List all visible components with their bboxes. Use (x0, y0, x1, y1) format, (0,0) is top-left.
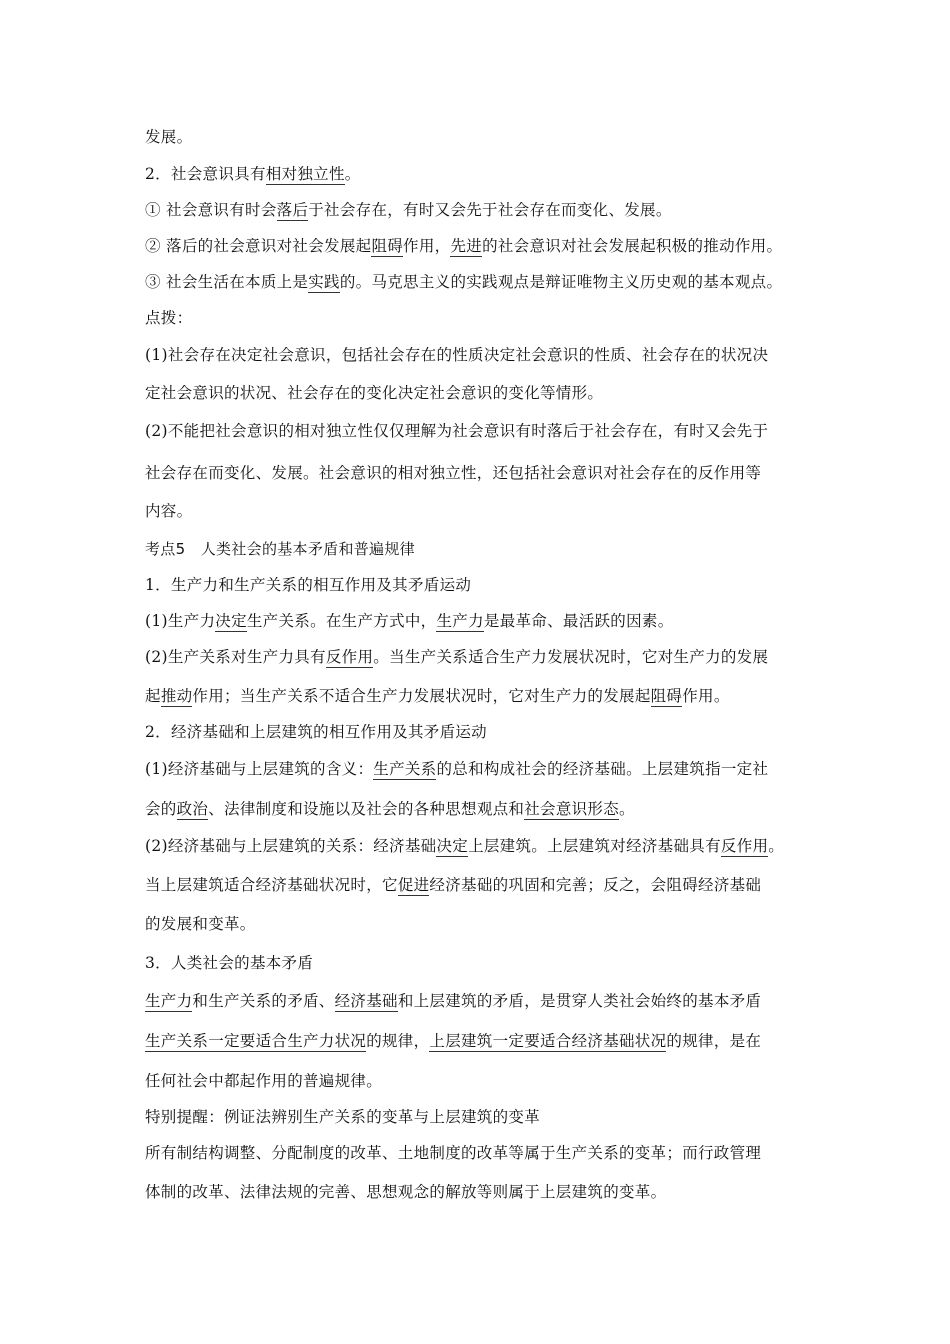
text-line (145, 914, 256, 934)
text-segment: 。 (619, 800, 635, 818)
text-segment: 起 (145, 687, 161, 705)
underlined-term: 生产关系一定要适合生产力状况 (145, 1032, 367, 1050)
text-line (145, 501, 192, 521)
text-line (145, 836, 784, 856)
text-segment: 于社会存在，有时又会先于社会存在而变化、发展。 (308, 201, 672, 219)
text-segment: 的。马克思主义的实践观点是辩证唯物主义历史观的基本观点。 (339, 273, 783, 291)
underlined-term: 相对独立性 (265, 165, 345, 183)
text-segment: 和生产关系的矛盾、 (192, 992, 335, 1010)
text-segment: 任何社会中都起作用的普遍规律。 (145, 1072, 383, 1090)
text-segment: 的规律， (366, 1032, 430, 1050)
numbered-item (145, 575, 471, 595)
text-segment: 生产关系。在生产方式中， (246, 612, 437, 630)
text-segment: (2)生产关系对生产力具有 (145, 648, 326, 666)
underlined-term: 落后 (276, 201, 309, 219)
text-segment: 社会存在而变化、发展。社会意识的相对独立性，还包括社会意识对社会存在的反作用等 (145, 464, 762, 482)
text-segment: 、法律制度和设施以及社会的各种思想观点和 (208, 800, 525, 818)
text-segment: 2．经济基础和上层建筑的相互作用及其矛盾运动 (145, 723, 487, 741)
text-segment: 体制的改革、法律法规的完善、思想观念的解放等则属于上层建筑的变革。 (145, 1183, 667, 1201)
text-segment: 作用， (403, 237, 451, 255)
reminder-heading (145, 1107, 540, 1127)
text-segment: (1)生产力 (145, 612, 216, 630)
text-segment: 特别提醒：例证法辨别生产关系的变革与上层建筑的变革 (145, 1108, 541, 1126)
numbered-item (145, 164, 361, 184)
text-segment: ① 社会意识有时会 (145, 201, 277, 219)
circled-item (145, 200, 672, 220)
text-segment: 和上层建筑的矛盾，是贯穿人类社会始终的基本矛盾 (397, 992, 762, 1010)
underlined-term: 反作用 (325, 648, 374, 666)
text-segment: 的社会意识对社会发展起积极的推动作用。 (482, 237, 783, 255)
underlined-term: 推动 (160, 687, 193, 705)
text-segment: (2)不能把社会意识的相对独立性仅仅理解为社会意识有时落后于社会存在，有时又会先于 (145, 422, 769, 440)
text-segment: (1)社会存在决定社会意识，包括社会存在的性质决定社会意识的性质、社会存在的状况决 (145, 346, 769, 364)
underlined-term: 阻碍 (650, 687, 683, 705)
text-segment: 内容。 (145, 502, 193, 520)
underlined-term: 社会意识形态 (524, 800, 620, 818)
underlined-term: 决定 (215, 612, 247, 630)
text-segment: 发展。 (145, 128, 193, 146)
text-line (145, 647, 768, 667)
text-line (145, 686, 730, 706)
text-segment: ② 落后的社会意识对社会发展起 (145, 237, 372, 255)
circled-item (145, 272, 782, 292)
text-segment: 。 (344, 165, 361, 183)
underlined-term: 经济基础 (334, 992, 398, 1010)
text-line (145, 759, 768, 779)
text-line (145, 1071, 382, 1091)
tip-heading (145, 308, 192, 328)
text-segment: 3．人类社会的基本矛盾 (145, 954, 314, 972)
text-segment: 是最革命、最活跃的因素。 (483, 612, 674, 630)
text-segment: 1．生产力和生产关系的相互作用及其矛盾运动 (145, 576, 472, 594)
text-line (145, 1031, 761, 1051)
text-segment: (2)经济基础与上层建筑的关系：经济基础 (145, 837, 437, 855)
underlined-term: 生产关系 (373, 760, 437, 778)
underlined-term: 生产力 (145, 992, 193, 1010)
underlined-term: 促进 (397, 876, 430, 894)
text-segment: 作用。 (682, 687, 730, 705)
text-line (145, 463, 761, 483)
underlined-term: 先进 (450, 237, 483, 255)
underlined-term: 上层建筑一定要适合经济基础状况 (429, 1032, 667, 1050)
text-line (145, 991, 761, 1011)
underlined-term: 反作用 (720, 837, 769, 855)
text-segment: 考点5 人类社会的基本矛盾和普遍规律 (145, 540, 415, 558)
text-line (145, 875, 761, 895)
text-line (145, 421, 768, 441)
text-segment: 。当生产关系适合生产力发展状况时，它对生产力的发展 (373, 648, 769, 666)
text-segment: ③ 社会生活在本质上是 (145, 273, 309, 291)
text-segment: 上层建筑。上层建筑对经济基础具有 (468, 837, 721, 855)
underlined-term: 生产力 (436, 612, 484, 630)
text-segment: 当上层建筑适合经济基础状况时，它 (145, 876, 398, 894)
text-segment: 的规律，是在 (666, 1032, 762, 1050)
text-segment: 2．社会意识具有 (145, 165, 266, 183)
numbered-item (145, 953, 313, 973)
circled-item (145, 236, 782, 256)
text-segment: 。 (768, 837, 785, 855)
section-heading (145, 539, 415, 559)
text-segment: (1)经济基础与上层建筑的含义： (145, 760, 374, 778)
text-segment: 所有制结构调整、分配制度的改革、土地制度的改革等属于生产关系的变革；而行政管理 (145, 1144, 762, 1162)
text-line (145, 1143, 761, 1163)
text-line (145, 611, 674, 631)
text-line (145, 799, 635, 819)
text-segment: 定社会意识的状况、社会存在的变化决定社会意识的变化等情形。 (145, 384, 604, 402)
text-line (145, 383, 603, 403)
text-line (145, 127, 192, 147)
text-segment: 的总和构成社会的经济基础。上层建筑指一定社 (436, 760, 769, 778)
underlined-term: 实践 (308, 273, 340, 291)
underlined-term: 政治 (176, 800, 209, 818)
text-segment: 作用；当生产关系不适合生产力发展状况时，它对生产力的发展起 (192, 687, 651, 705)
numbered-item (145, 722, 487, 742)
underlined-term: 决定 (436, 837, 469, 855)
text-segment: 点拨： (145, 309, 193, 327)
text-segment: 会的 (145, 800, 177, 818)
text-segment: 的发展和变革。 (145, 915, 256, 933)
text-line (145, 345, 768, 365)
underlined-term: 阻碍 (371, 237, 404, 255)
text-segment: 经济基础的巩固和完善；反之，会阻碍经济基础 (429, 876, 762, 894)
text-line (145, 1182, 666, 1202)
